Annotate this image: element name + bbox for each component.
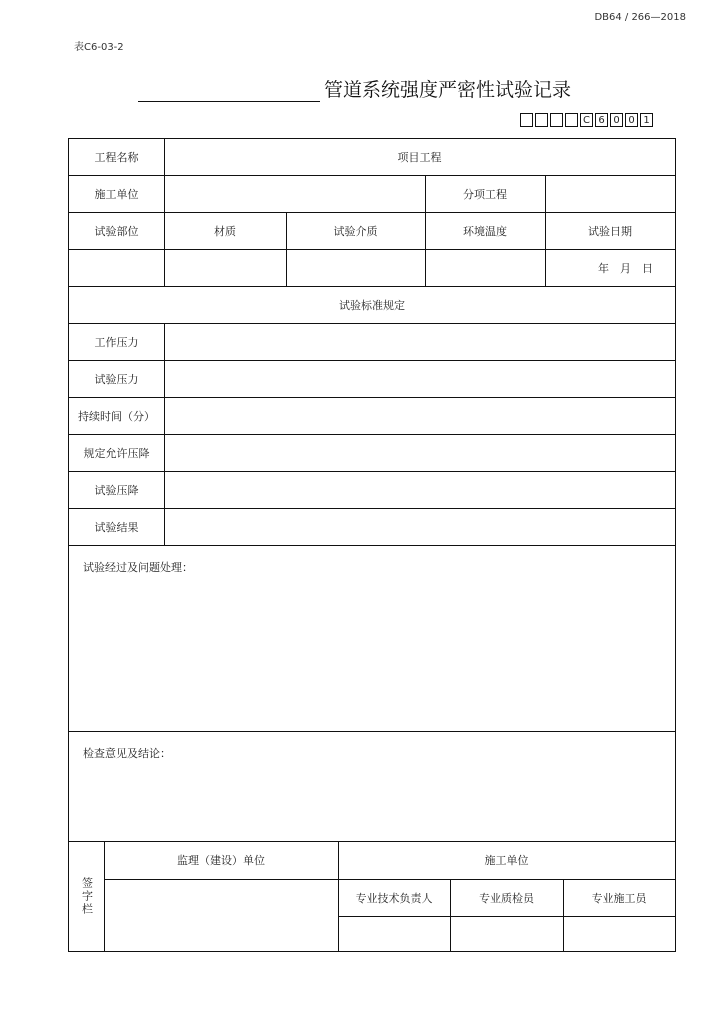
supervisor-unit-label: 监理（建设）单位	[177, 854, 265, 867]
material-input[interactable]	[164, 249, 286, 286]
test-drop-input[interactable]	[164, 471, 675, 508]
test-medium-input[interactable]	[286, 249, 425, 286]
test-medium-label: 试验介质	[333, 224, 378, 238]
test-drop-label: 试验压降	[94, 483, 139, 497]
standard-heading: 试验标准规定	[339, 298, 405, 312]
construction-worker-signature-field[interactable]	[563, 916, 675, 951]
project-name-value[interactable]: 项目工程	[397, 151, 442, 164]
supervisor-signature-field[interactable]	[104, 879, 338, 951]
test-pressure-label: 试验压力	[94, 372, 139, 386]
page-title: 管道系统强度严密性试验记录	[324, 79, 572, 101]
test-record-form	[68, 138, 676, 952]
allowed-drop-label: 规定允许压降	[83, 446, 150, 460]
test-result-input[interactable]	[164, 508, 675, 545]
tech-lead-label: 专业技术负责人	[355, 891, 433, 905]
table-number: 表C6-03-2	[74, 42, 124, 53]
test-pressure-input[interactable]	[164, 360, 675, 397]
title-blank-line[interactable]	[138, 79, 320, 102]
record-code-boxes	[520, 113, 653, 127]
tech-lead-signature-field[interactable]	[338, 916, 450, 951]
code-box: 1	[640, 113, 653, 127]
test-location-label: 试验部位	[94, 224, 139, 238]
working-pressure-label: 工作压力	[94, 335, 139, 349]
inspection-conclusion-field[interactable]: 检查意见及结论：	[83, 747, 171, 760]
sub-project-input[interactable]	[545, 175, 675, 212]
code-box[interactable]	[565, 113, 578, 127]
code-box[interactable]	[550, 113, 563, 127]
ambient-temp-input[interactable]	[425, 249, 545, 286]
test-date-label: 试验日期	[588, 224, 632, 238]
code-box: 6	[595, 113, 608, 127]
project-name-label: 工程名称	[94, 151, 139, 164]
code-box: 0	[610, 113, 623, 127]
code-box: C	[580, 113, 593, 127]
title-area	[138, 78, 571, 102]
process-notes-field[interactable]: 试验经过及问题处理：	[83, 561, 193, 574]
signature-column-label: 签字栏	[80, 876, 94, 916]
test-location-input[interactable]	[69, 249, 164, 286]
material-label: 材质	[214, 224, 236, 238]
test-result-label: 试验结果	[94, 520, 139, 534]
contractor-label: 施工单位	[94, 187, 139, 201]
code-box[interactable]	[535, 113, 548, 127]
code-box[interactable]	[520, 113, 533, 127]
test-date-input[interactable]: 年 月 日	[598, 261, 653, 275]
allowed-drop-input[interactable]	[164, 434, 675, 471]
quality-inspector-label: 专业质检员	[479, 891, 534, 905]
standard-code: DB64 / 266—2018	[594, 12, 686, 23]
construction-worker-label: 专业施工员	[591, 891, 647, 905]
ambient-temp-label: 环境温度	[463, 224, 507, 238]
contractor-input[interactable]	[164, 175, 425, 212]
working-pressure-input[interactable]	[164, 323, 675, 360]
sub-project-label: 分项工程	[463, 187, 507, 201]
code-box: 0	[625, 113, 638, 127]
quality-inspector-signature-field[interactable]	[450, 916, 563, 951]
duration-label: 持续时间（分）	[78, 409, 155, 423]
duration-input[interactable]	[164, 397, 675, 434]
contractor-unit-label: 施工单位	[484, 854, 529, 867]
